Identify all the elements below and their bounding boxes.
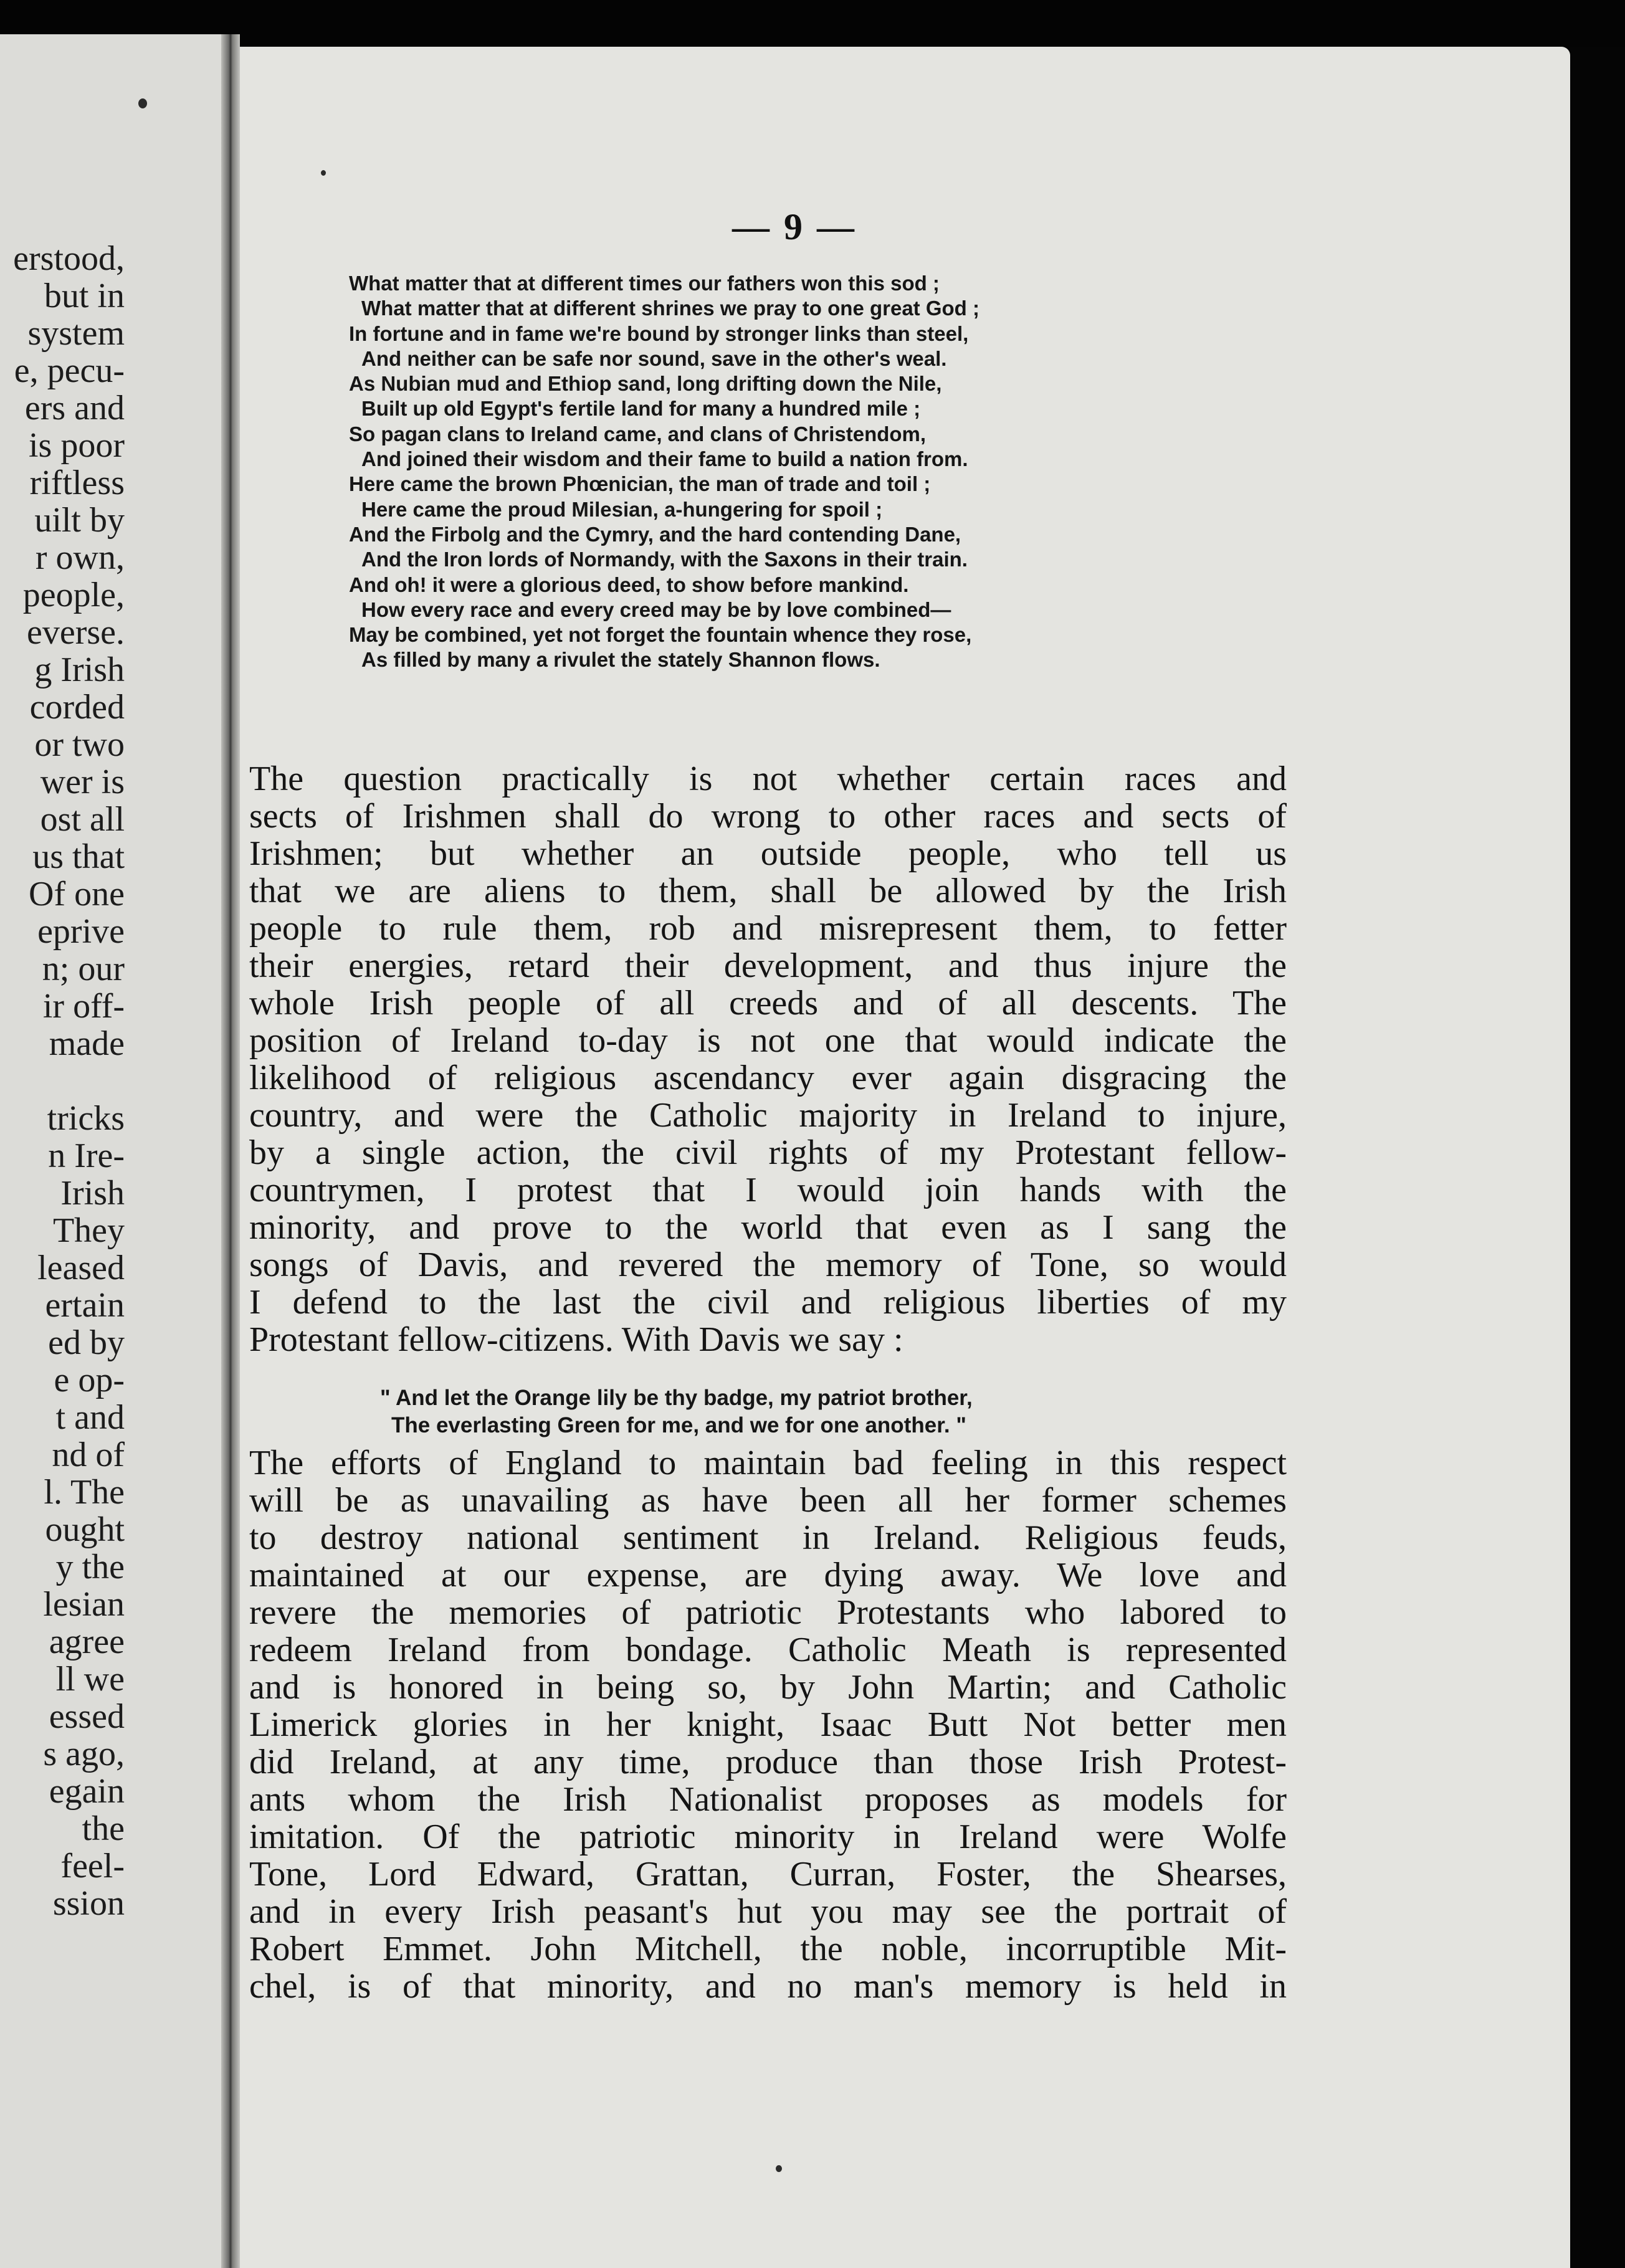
left-page-fragment: erstood, xyxy=(13,239,125,278)
left-page-fragment: nd of xyxy=(52,1436,125,1474)
text-line: will be as unavailing as have been all her former schemes xyxy=(249,1482,1287,1519)
poem-line: And oh! it were a glorious deed, to show before mankind. xyxy=(349,573,909,596)
text-line: Tone, Lord Edward, Grattan, Curran, Foster, the Shearses, xyxy=(249,1856,1287,1893)
quote-line: " And let the Orange lily be thy badge, my patriot brother, xyxy=(380,1386,973,1410)
text-line: people to rule them, rob and misrepresent them, to fetter xyxy=(249,910,1287,947)
left-page-fragment: made xyxy=(49,1024,125,1063)
text-line: ants whom the Irish Nationalist proposes as models for xyxy=(249,1781,1287,1818)
text-line: likelihood of religious ascendancy ever again disgracing the xyxy=(249,1059,1287,1097)
left-page-fragment: ir off- xyxy=(42,987,125,1026)
left-page-fragment: Irish xyxy=(60,1174,125,1213)
left-page-fragment: ssion xyxy=(52,1884,125,1923)
text-line: position of Ireland to-day is not one that would indicate the xyxy=(249,1022,1287,1059)
left-page-fragment: ll we xyxy=(55,1660,125,1699)
left-page-fragment: t and xyxy=(55,1398,125,1437)
text-line: Robert Emmet. John Mitchell, the noble, incorruptible Mit- xyxy=(249,1930,1287,1968)
left-page-fragment: ed by xyxy=(48,1323,125,1362)
left-page-fragment: the xyxy=(82,1809,125,1848)
left-facing-page xyxy=(0,34,231,2268)
left-page-fragment: egain xyxy=(49,1772,125,1811)
text-line: their energies, retard their development, and thus injure the xyxy=(249,947,1287,984)
text-line: The question practically is not whether certain races and xyxy=(249,760,1287,798)
left-page-fragment: lesian xyxy=(43,1585,125,1624)
text-line: to destroy national sentiment in Ireland. Religious feuds, xyxy=(249,1519,1287,1556)
text-line: I defend to the last the civil and religious liberties of my xyxy=(249,1284,1287,1321)
left-page-fragment: leased xyxy=(37,1249,125,1287)
paragraph-1 xyxy=(249,760,1287,1358)
left-page-fragment: us that xyxy=(32,837,125,876)
poem-line: In fortune and in fame we're bound by stronger links than steel, xyxy=(349,322,969,345)
poem-line: May be combined, yet not forget the fountain whence they rose, xyxy=(349,623,972,647)
left-page-fragment: essed xyxy=(49,1697,125,1736)
poem-line: Built up old Egypt's fertile land for many a hundred mile ; xyxy=(361,397,921,421)
text-line: country, and were the Catholic majority in Ireland to injure, xyxy=(249,1097,1287,1134)
poem-line: What matter that at different times our fathers won this sod ; xyxy=(349,272,940,295)
left-page-fragment: They xyxy=(52,1211,125,1250)
poem-line: How every race and every creed may be by love combined— xyxy=(361,598,951,621)
poem-block xyxy=(349,271,1234,673)
scan-right-border xyxy=(1570,47,1625,2268)
text-line: maintained at our expense, are dying away. We love and xyxy=(249,1556,1287,1594)
left-page-fragment: tricks xyxy=(47,1099,125,1138)
left-page-fragment: or two xyxy=(34,725,125,764)
text-line: by a single action, the civil rights of my Protestant fellow- xyxy=(249,1134,1287,1171)
text-line: sects of Irishmen shall do wrong to other races and sects of xyxy=(249,798,1287,835)
davis-quotation xyxy=(380,1384,1227,1439)
left-page-fragment: s ago, xyxy=(43,1735,125,1773)
left-page-fragment: eprive xyxy=(37,912,125,951)
text-line: and in every Irish peasant's hut you may see the portrait of xyxy=(249,1893,1287,1930)
poem-line: And the Firbolg and the Cymry, and the hard contending Dane, xyxy=(349,522,961,546)
poem-line: Here came the brown Phœnician, the man of trade and toil ; xyxy=(349,472,931,496)
left-page-fragment: ost all xyxy=(40,800,125,839)
text-line: The efforts of England to maintain bad feeling in this respect xyxy=(249,1444,1287,1482)
left-page-fragment: Of one xyxy=(29,875,125,913)
left-page-fragment: e op- xyxy=(54,1361,125,1399)
poem-line: And joined their wisdom and their fame to build a nation from. xyxy=(361,447,968,471)
poem-line: And the Iron lords of Normandy, with the Saxons in their train. xyxy=(361,548,968,571)
text-line: Protestant fellow-citizens. With Davis we say : xyxy=(249,1321,903,1358)
left-page-fragment: ers and xyxy=(24,389,125,427)
quote-line: The everlasting Green for me, and we for one another. " xyxy=(391,1413,966,1437)
text-line: minority, and prove to the world that even as I sang the xyxy=(249,1209,1287,1246)
text-line: imitation. Of the patriotic minority in Ireland were Wolfe xyxy=(249,1818,1287,1856)
text-line: and is honored in being so, by John Martin; and Catholic xyxy=(249,1669,1287,1706)
left-page-fragment: ertain xyxy=(45,1286,125,1325)
text-line: songs of Davis, and revered the memory of Tone, so would xyxy=(249,1246,1287,1284)
text-line: Limerick glories in her knight, Isaac Butt Not better men xyxy=(249,1706,1287,1743)
text-line: that we are aliens to them, shall be allowed by the Irish xyxy=(249,872,1287,910)
left-page-fragment: l. The xyxy=(44,1473,125,1512)
text-line: whole Irish people of all creeds and of all descents. The xyxy=(249,984,1287,1022)
left-page-fragment: e, pecu- xyxy=(14,351,125,390)
left-page-fragment: g Irish xyxy=(34,650,125,689)
poem-line: What matter that at different shrines we pray to one great God ; xyxy=(361,297,979,320)
page-number: — 9 — xyxy=(732,206,857,247)
ink-speck xyxy=(138,98,147,108)
text-line: redeem Ireland from bondage. Catholic Meath is represented xyxy=(249,1631,1287,1669)
poem-line: So pagan clans to Ireland came, and clans of Christendom, xyxy=(349,422,927,446)
left-page-fragment: n; our xyxy=(42,950,125,988)
left-page-fragment: feel- xyxy=(60,1847,125,1885)
poem-line: As Nubian mud and Ethiop sand, long drifting down the Nile, xyxy=(349,372,942,396)
left-page-fragment: wer is xyxy=(40,763,125,801)
left-page-fragment: corded xyxy=(29,688,125,727)
paragraph-2 xyxy=(249,1444,1287,2005)
left-page-fragment: agree xyxy=(49,1622,125,1661)
left-page-fragment: uilt by xyxy=(34,501,125,540)
left-page-fragment: r own, xyxy=(35,538,125,577)
left-page-fragment: but in xyxy=(44,277,125,315)
ink-speck xyxy=(321,170,326,176)
left-page-fragment: ought xyxy=(45,1510,125,1549)
left-page-fragment: riftless xyxy=(29,464,125,502)
text-line: revere the memories of patriotic Protestants who labored to xyxy=(249,1594,1287,1631)
scan-top-border xyxy=(0,0,1625,50)
left-page-fragment: is poor xyxy=(29,426,125,465)
left-page-fragment: y the xyxy=(55,1548,125,1586)
text-line: Irishmen; but whether an outside people, who tell us xyxy=(249,835,1287,872)
ink-speck xyxy=(776,2165,782,2172)
poem-line: Here came the proud Milesian, a-hungering for spoil ; xyxy=(361,497,883,521)
left-page-fragment: people, xyxy=(22,576,125,614)
text-line: countrymen, I protest that I would join hands with the xyxy=(249,1171,1287,1209)
book-gutter xyxy=(221,34,240,2268)
text-line: did Ireland, at any time, produce than those Irish Protest- xyxy=(249,1743,1287,1781)
left-page-fragment: n Ire- xyxy=(48,1136,125,1175)
poem-line: As filled by many a rivulet the stately Shannon flows. xyxy=(361,648,880,672)
poem-line: And neither can be safe nor sound, save in the other's weal. xyxy=(361,346,947,370)
left-page-fragment: system xyxy=(27,314,125,353)
text-line: chel, is of that minority, and no man's memory is held in xyxy=(249,1968,1287,2005)
left-page-fragment: everse. xyxy=(26,613,125,652)
